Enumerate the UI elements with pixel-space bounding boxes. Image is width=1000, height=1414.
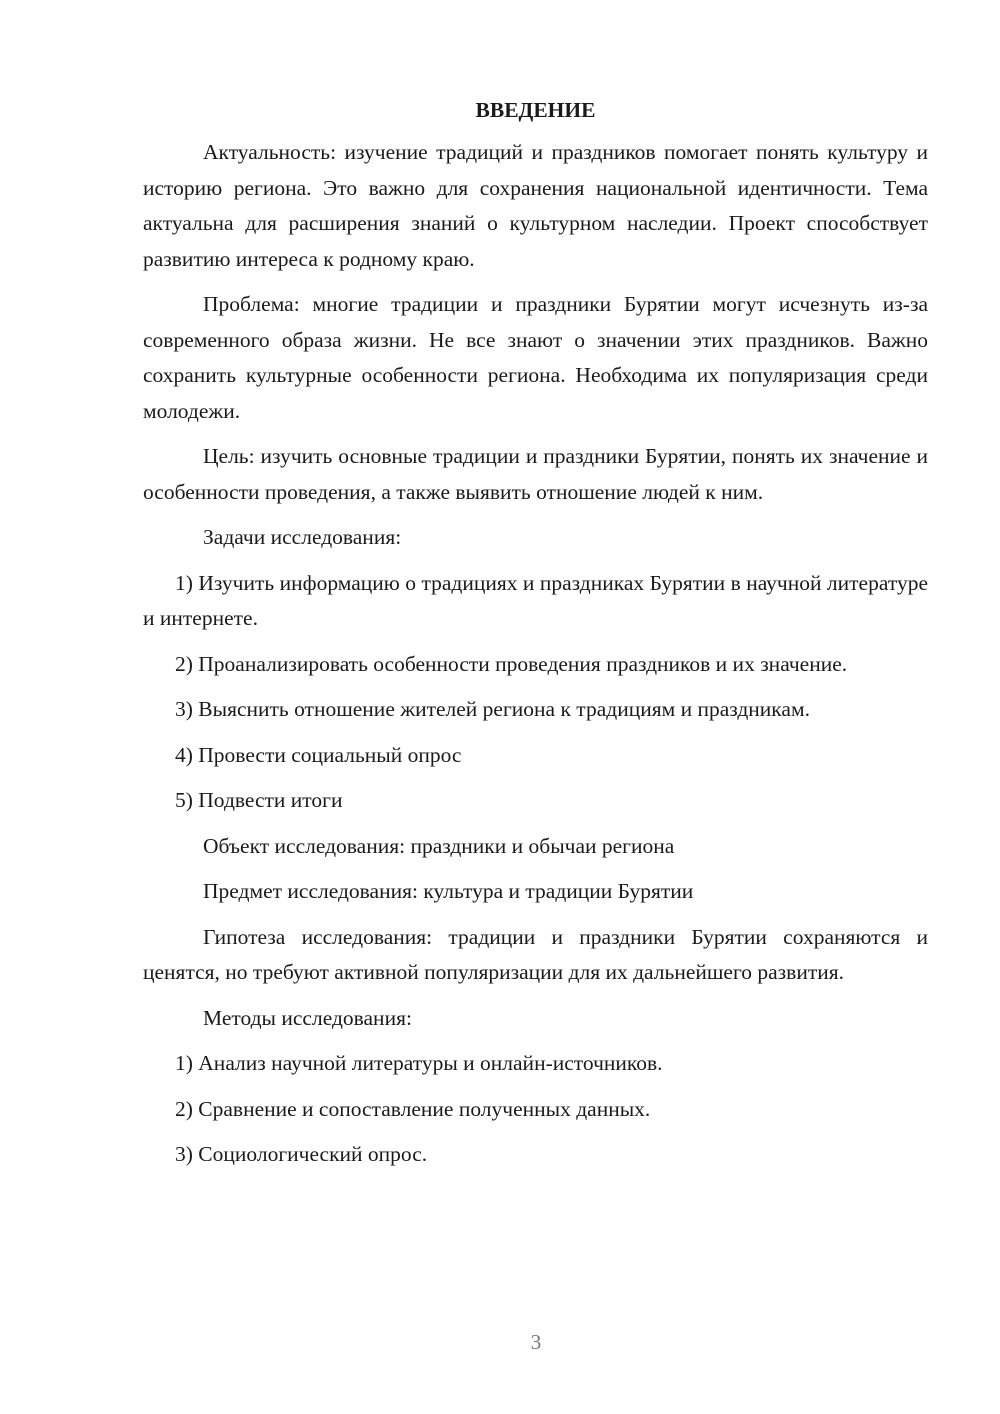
- methods-title: Методы исследования:: [203, 1005, 412, 1030]
- hypothesis-paragraph: Гипотеза исследования: традиции и праздники Бурятии сохраняются и ценятся, но требуют активной популяризации для их дальнейшего развития.: [143, 924, 928, 984]
- problem-paragraph: Проблема: многие традиции и праздники Бурятии могут исчезнуть из-за современного образа жизни. Не все знают о значении этих праздников. Важно сохранить культурные особенности региона. Необходима их популяризация среди молодежи.: [143, 292, 928, 423]
- goal-paragraph: Цель: изучить основные традиции и праздники Бурятии, понять их значение и особенности проведения, а также выявить отношение людей к ним.: [143, 444, 928, 504]
- object-paragraph: Объект исследования: праздники и обычаи региона: [203, 833, 675, 858]
- task-item-3: 3) Выяснить отношение жителей региона к традициям и праздникам.: [175, 697, 810, 721]
- task-item-5: 5) Подвести итоги: [175, 788, 343, 812]
- task-item-2: 2) Проанализировать особенности проведения праздников и их значение.: [175, 651, 848, 676]
- actuality-paragraph: Актуальность: изучение традиций и праздников помогает понять культуру и историю региона. Это важно для сохранения национальной идентичности. Тема актуальна для расширения знаний о культурном наследии. Проект способствует развитию интереса к родному краю.: [143, 140, 928, 271]
- method-item-2: 2) Сравнение и сопоставление полученных данных.: [175, 1096, 651, 1121]
- method-item-3: 3) Социологический опрос.: [175, 1142, 428, 1166]
- method-item-1: 1) Анализ научной литературы и онлайн-источников.: [175, 1051, 663, 1075]
- task-item-1: 1) Изучить информацию о традициях и праздниках Бурятии в научной литературе и интернете.: [143, 570, 928, 630]
- document-page: [143, 95, 928, 1183]
- tasks-title: Задачи исследования:: [203, 525, 402, 549]
- page-number: 3: [530, 1330, 542, 1354]
- page-heading: ВВЕДЕНИЕ: [475, 98, 596, 122]
- subject-paragraph: Предмет исследования: культура и традиции Бурятии: [203, 879, 694, 903]
- task-item-4: 4) Провести социальный опрос: [175, 742, 462, 767]
